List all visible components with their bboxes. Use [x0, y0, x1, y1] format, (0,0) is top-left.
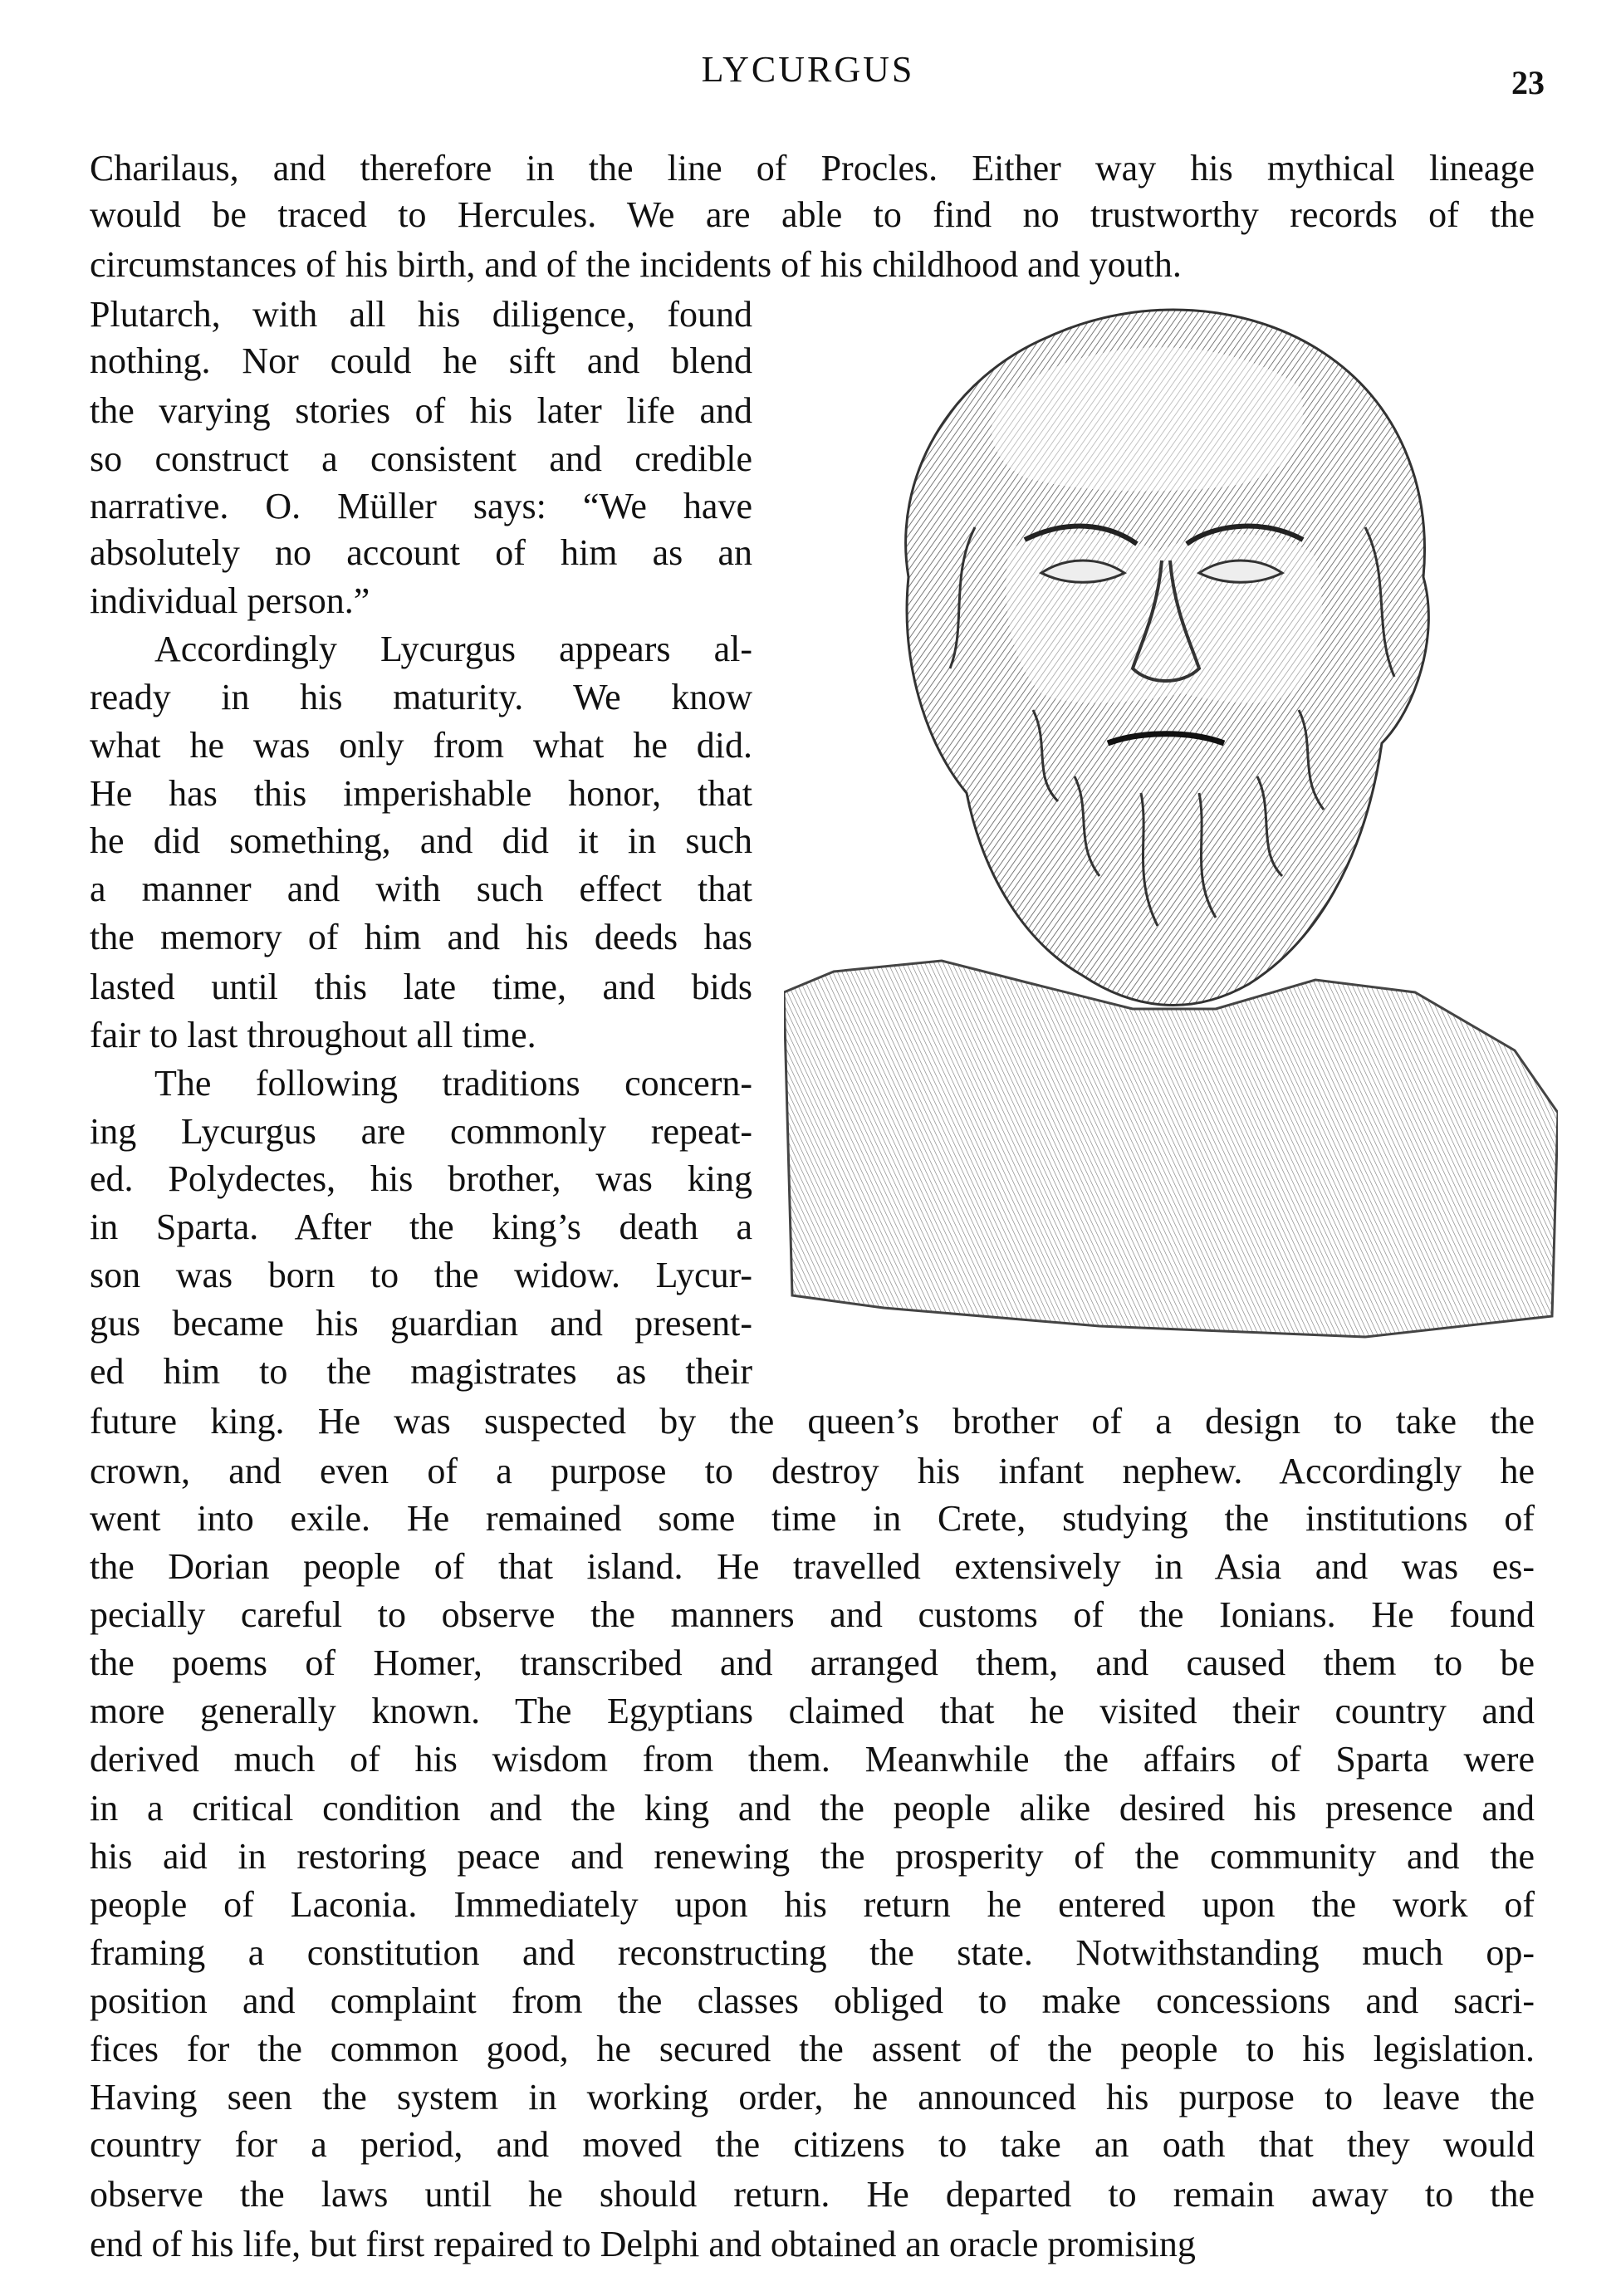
text-line: Plutarch, with all his diligence, found — [90, 294, 752, 335]
text-line: the poems of Homer, transcribed and arranged them, and caused them to be — [90, 1642, 1535, 1683]
text-line: country for a period, and moved the citizens to take an oath that they would — [90, 2124, 1535, 2165]
text-line: derived much of his wisdom from them. Meanwhile the affairs of Sparta were — [90, 1739, 1535, 1780]
text-line: went into exile. He remained some time in Crete, studying the institutions of — [90, 1498, 1535, 1539]
text-line: what he was only from what he did. — [90, 725, 752, 766]
text-line: future king. He was suspected by the queen’s brother of a design to take the — [90, 1401, 1535, 1442]
text-line: circumstances of his birth, and of the incidents of his childhood and youth. — [90, 244, 1182, 285]
text-line: ed. Polydectes, his brother, was king — [90, 1158, 752, 1199]
text-line: lasted until this late time, and bids — [90, 967, 752, 1007]
text-line: people of Laconia. Immediately upon his return he entered upon the work of — [90, 1884, 1535, 1925]
text-line: narrative. O. Müller says: “We have — [90, 486, 752, 526]
text-line: Having seen the system in working order, he announced his purpose to leave the — [90, 2077, 1535, 2117]
page-number: 23 — [1511, 64, 1545, 101]
text-line: son was born to the widow. Lycur- — [90, 1255, 752, 1295]
text-line: nothing. Nor could he sift and blend — [90, 340, 752, 381]
text-line: the Dorian people of that island. He travelled extensively in Asia and was es- — [90, 1546, 1535, 1587]
text-line: ready in his maturity. We know — [90, 677, 752, 717]
text-line: fair to last throughout all time. — [90, 1015, 536, 1055]
text-line: gus became his guardian and present- — [90, 1303, 752, 1344]
text-line: ed him to the magistrates as their — [90, 1351, 752, 1392]
text-line: in Sparta. After the king’s death a — [90, 1207, 752, 1247]
text-line: Charilaus, and therefore in the line of Procles. Either way his mythical lineage — [90, 148, 1535, 188]
text-line: Accordingly Lycurgus appears al- — [154, 629, 752, 669]
bust-engraving — [784, 278, 1558, 1339]
text-line: He has this imperishable honor, that — [90, 773, 752, 814]
text-line: the varying stories of his later life and — [90, 390, 752, 431]
text-line: fices for the common good, he secured the assent of the people to his legislation. — [90, 2029, 1535, 2069]
text-line: in a critical condition and the king and the people alike desired his presence and — [90, 1788, 1535, 1828]
text-line: so construct a consistent and credible — [90, 438, 752, 479]
text-line: a manner and with such effect that — [90, 869, 752, 909]
text-line: pecially careful to observe the manners and customs of the Ionians. He found — [90, 1594, 1535, 1635]
text-line: end of his life, but first repaired to Delphi and obtained an oracle promising — [90, 2224, 1196, 2264]
text-line: framing a constitution and reconstructing the state. Notwithstanding much op- — [90, 1932, 1535, 1973]
text-line: would be traced to Hercules. We are able to find no trustworthy records of the — [90, 194, 1535, 235]
running-title: LYCURGUS — [701, 49, 915, 90]
text-line: the memory of him and his deeds has — [90, 917, 752, 957]
text-line: position and complaint from the classes obliged to make concessions and sacri- — [90, 1980, 1535, 2021]
text-line: individual person.” — [90, 580, 370, 621]
text-line: The following traditions concern- — [154, 1063, 752, 1104]
text-line: more generally known. The Egyptians claimed that he visited their country and — [90, 1691, 1535, 1731]
text-line: absolutely no account of him as an — [90, 532, 752, 573]
bust-illustration — [784, 278, 1558, 1339]
text-line: crown, and even of a purpose to destroy his infant nephew. Accordingly he — [90, 1451, 1535, 1491]
text-line: ing Lycurgus are commonly repeat- — [90, 1111, 752, 1152]
text-line: observe the laws until he should return. He departed to remain away to the — [90, 2174, 1535, 2215]
text-line: he did something, and did it in such — [90, 820, 752, 861]
text-line: his aid in restoring peace and renewing the prosperity of the community and the — [90, 1836, 1535, 1877]
